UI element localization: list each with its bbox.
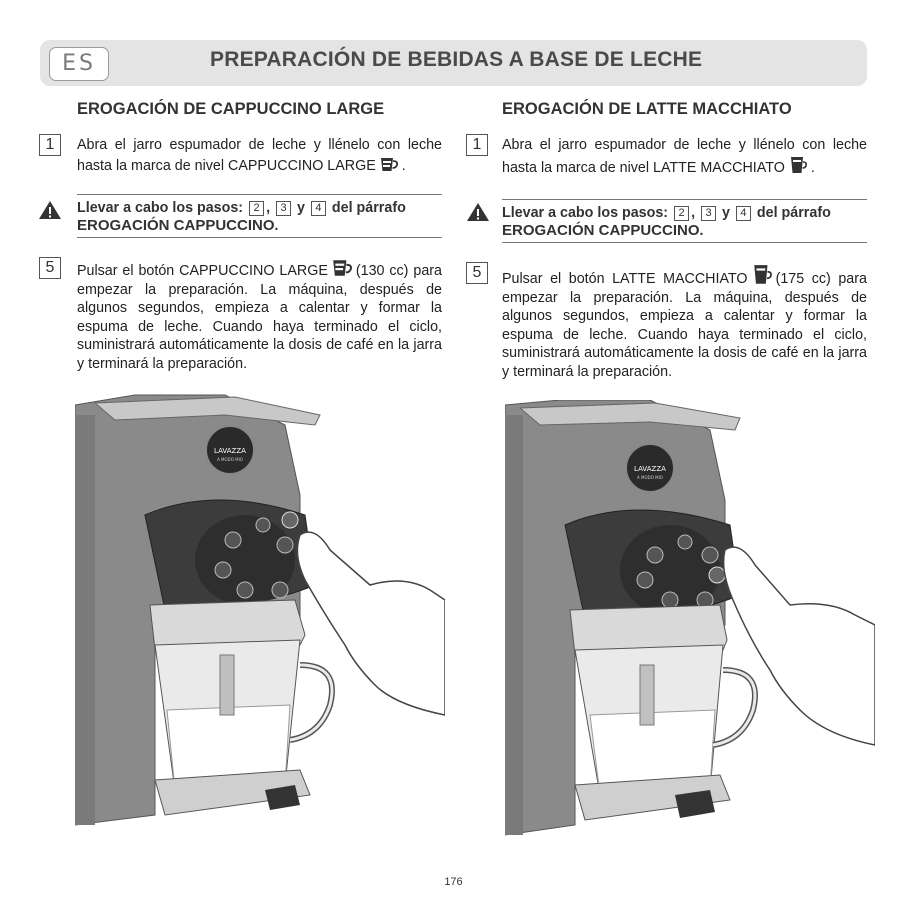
right-step1-text: Abra el jarro espumador de leche y llénelo con leche hasta la marca de nivel LATTE MACCHIATO xyxy=(502,137,867,176)
right-warning-block: Llevar a cabo los pasos: 2 , 3 y 4 del párrafo EROGACIÓN CAPPUCCINO. xyxy=(502,199,867,243)
page-number: 176 xyxy=(444,876,463,888)
left-step1-number: 1 xyxy=(39,134,61,156)
left-section-heading: EROGACIÓN DE CAPPUCCINO LARGE xyxy=(77,100,385,118)
left-step1-paragraph: Abra el jarro espumador de leche y llénelo con leche hasta la marca de nivel CAPPUCCINO LARGE . xyxy=(77,137,442,174)
left-step1-text: Abra el jarro espumador de leche y llénelo con leche hasta la marca de nivel CAPPUCCINO LARGE xyxy=(77,137,442,174)
latte-macchiato-icon xyxy=(751,264,773,286)
left-step5-paragraph xyxy=(77,258,442,374)
left-step5-number: 5 xyxy=(39,257,61,279)
right-step5-paragraph xyxy=(502,264,867,382)
brand-logo-subtext: A MODO MIO xyxy=(637,475,663,480)
left-step5-text: para empezar la preparación. La máquina, después de algunos segundos, empieza a calentar y formar la espuma de leche. Cuando haya terminado el ciclo, suministrará automáticamente la dosis de café en la jarra y terminará la preparación. xyxy=(77,263,442,372)
left-warn-step3: 3 xyxy=(276,201,291,216)
cappuccino-large-icon xyxy=(379,155,399,173)
warning-triangle-icon xyxy=(38,200,62,220)
right-section-heading: EROGACIÓN DE LATTE MACCHIATO xyxy=(502,100,792,118)
left-step5-lead: Pulsar el botón CAPPUCCINO LARGE xyxy=(77,263,328,279)
brand-logo-text: LAVAZZA xyxy=(214,447,246,455)
brand-logo-subtext: A MODO MIO xyxy=(217,457,243,462)
right-machine-illustration xyxy=(505,400,875,840)
right-warn-step3: 3 xyxy=(701,206,716,221)
left-warn-pre: Llevar a cabo los pasos: xyxy=(77,200,244,216)
right-warn-pre: Llevar a cabo los pasos: xyxy=(502,205,669,221)
cappuccino-large-icon xyxy=(331,258,353,278)
right-warn-step2: 2 xyxy=(674,206,689,221)
right-step5-lead: Pulsar el botón LATTE MACCHIATO xyxy=(502,271,748,287)
right-step1-number: 1 xyxy=(466,134,488,156)
latte-macchiato-icon xyxy=(788,155,808,175)
left-machine-illustration xyxy=(75,385,445,845)
left-warn-post: del párrafo xyxy=(331,200,406,216)
left-step5-quantity: (130 cc) xyxy=(355,263,409,279)
page-title: PREPARACIÓN DE BEBIDAS A BASE DE LECHE xyxy=(210,48,703,71)
left-warn-step2: 2 xyxy=(249,201,264,216)
right-step5-quantity: (175 cc) xyxy=(775,271,831,287)
right-step5-number: 5 xyxy=(466,262,488,284)
right-warn-step4: 4 xyxy=(736,206,751,221)
left-warn-step4: 4 xyxy=(311,201,326,216)
right-warn-post: del párrafo xyxy=(756,205,831,221)
brand-logo-text: LAVAZZA xyxy=(634,465,666,473)
left-warn-y: y xyxy=(297,200,305,216)
language-badge: ES xyxy=(49,47,109,81)
right-warn-reference: EROGACIÓN CAPPUCCINO xyxy=(502,222,700,239)
right-step5-text: para empezar la preparación. La máquina, después de algunos segundos, empieza a calentar y formar la espuma de leche. Cuando haya terminado el ciclo, suministrará automáticamente la dosis de café en la jarra y terminará la preparación. xyxy=(502,271,867,380)
right-warn-y: y xyxy=(722,205,730,221)
left-warning-block: Llevar a cabo los pasos: 2 , 3 y 4 del párrafo EROGACIÓN CAPPUCCINO. xyxy=(77,194,442,238)
left-warn-reference: EROGACIÓN CAPPUCCINO xyxy=(77,217,275,234)
warning-triangle-icon xyxy=(466,202,490,222)
right-step1-paragraph: Abra el jarro espumador de leche y llénelo con leche hasta la marca de nivel LATTE MACCHIATO . xyxy=(502,137,867,176)
